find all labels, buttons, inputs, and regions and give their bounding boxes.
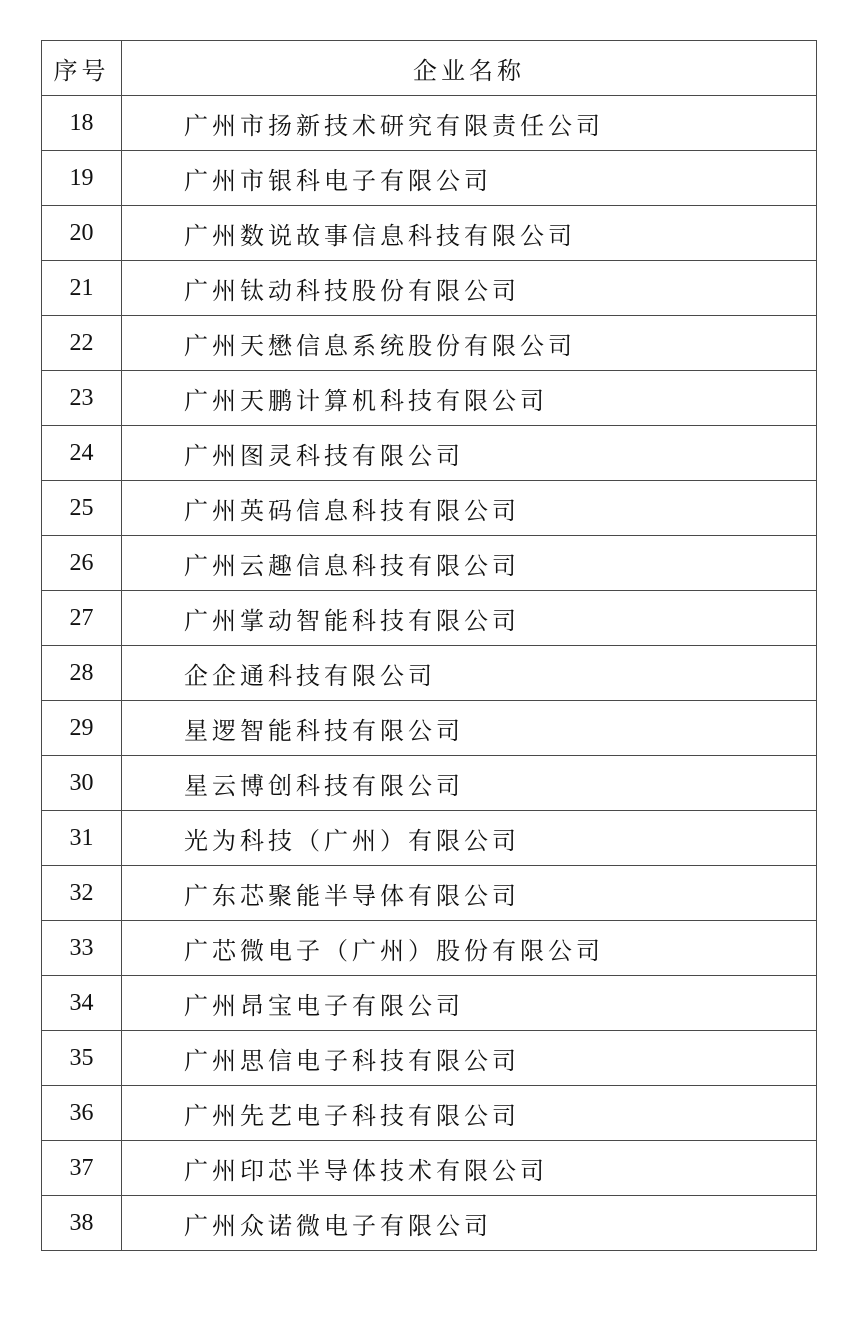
- table-row: [42, 206, 817, 261]
- serial-number-cell: 32: [42, 866, 122, 921]
- serial-number-cell: 36: [42, 1086, 122, 1141]
- table-row: [42, 1086, 817, 1141]
- serial-number-cell: 21: [42, 261, 122, 316]
- table-row: [42, 866, 817, 921]
- serial-number-cell: 27: [42, 591, 122, 646]
- company-name-cell: 广州思信电子科技有限公司: [122, 1031, 817, 1086]
- table-row: [42, 96, 817, 151]
- serial-number-cell: 24: [42, 426, 122, 481]
- serial-number-cell: 18: [42, 96, 122, 151]
- serial-number-cell: 30: [42, 756, 122, 811]
- table-row: [42, 481, 817, 536]
- serial-number-cell: 25: [42, 481, 122, 536]
- company-name-cell: 广州云趣信息科技有限公司: [122, 536, 817, 591]
- table-row: [42, 811, 817, 866]
- company-name-cell: 广州市扬新技术研究有限责任公司: [122, 96, 817, 151]
- company-name-cell: 广州先艺电子科技有限公司: [122, 1086, 817, 1141]
- table-row: [42, 261, 817, 316]
- company-name-cell: 广州钛动科技股份有限公司: [122, 261, 817, 316]
- serial-number-cell: 31: [42, 811, 122, 866]
- table-row: [42, 316, 817, 371]
- serial-number-cell: 33: [42, 921, 122, 976]
- table-row: [42, 591, 817, 646]
- table-row: [42, 1141, 817, 1196]
- table-body: [42, 96, 817, 1251]
- serial-number-cell: 37: [42, 1141, 122, 1196]
- table-row: [42, 646, 817, 701]
- serial-number-cell: 22: [42, 316, 122, 371]
- serial-number-cell: 29: [42, 701, 122, 756]
- table-row: [42, 371, 817, 426]
- serial-number-cell: 19: [42, 151, 122, 206]
- table-row: [42, 536, 817, 591]
- company-name-cell: 广东芯聚能半导体有限公司: [122, 866, 817, 921]
- table-row: [42, 921, 817, 976]
- company-name-cell: 广州数说故事信息科技有限公司: [122, 206, 817, 261]
- header-serial-number: 序号: [42, 41, 122, 96]
- table-row: [42, 1196, 817, 1251]
- table-row: [42, 426, 817, 481]
- header-company-name: 企业名称: [122, 41, 817, 96]
- company-name-cell: 企企通科技有限公司: [122, 646, 817, 701]
- company-name-cell: 广州天懋信息系统股份有限公司: [122, 316, 817, 371]
- company-name-cell: 广州英码信息科技有限公司: [122, 481, 817, 536]
- company-name-cell: 广州市银科电子有限公司: [122, 151, 817, 206]
- company-name-cell: 星云博创科技有限公司: [122, 756, 817, 811]
- table-row: [42, 976, 817, 1031]
- company-name-cell: 光为科技（广州）有限公司: [122, 811, 817, 866]
- table-row: [42, 1031, 817, 1086]
- company-name-cell: 广州印芯半导体技术有限公司: [122, 1141, 817, 1196]
- table-row: [42, 701, 817, 756]
- company-name-cell: 广州天鹏计算机科技有限公司: [122, 371, 817, 426]
- company-name-cell: 广州昂宝电子有限公司: [122, 976, 817, 1031]
- company-name-cell: 广州图灵科技有限公司: [122, 426, 817, 481]
- company-name-cell: 广州众诺微电子有限公司: [122, 1196, 817, 1251]
- serial-number-cell: 23: [42, 371, 122, 426]
- serial-number-cell: 26: [42, 536, 122, 591]
- table-header-row: [42, 41, 817, 96]
- table-row: [42, 151, 817, 206]
- serial-number-cell: 35: [42, 1031, 122, 1086]
- serial-number-cell: 28: [42, 646, 122, 701]
- company-name-cell: 广州掌动智能科技有限公司: [122, 591, 817, 646]
- company-name-cell: 星逻智能科技有限公司: [122, 701, 817, 756]
- company-name-cell: 广芯微电子（广州）股份有限公司: [122, 921, 817, 976]
- serial-number-cell: 34: [42, 976, 122, 1031]
- table-row: [42, 756, 817, 811]
- serial-number-cell: 20: [42, 206, 122, 261]
- company-table: [41, 40, 817, 1251]
- serial-number-cell: 38: [42, 1196, 122, 1251]
